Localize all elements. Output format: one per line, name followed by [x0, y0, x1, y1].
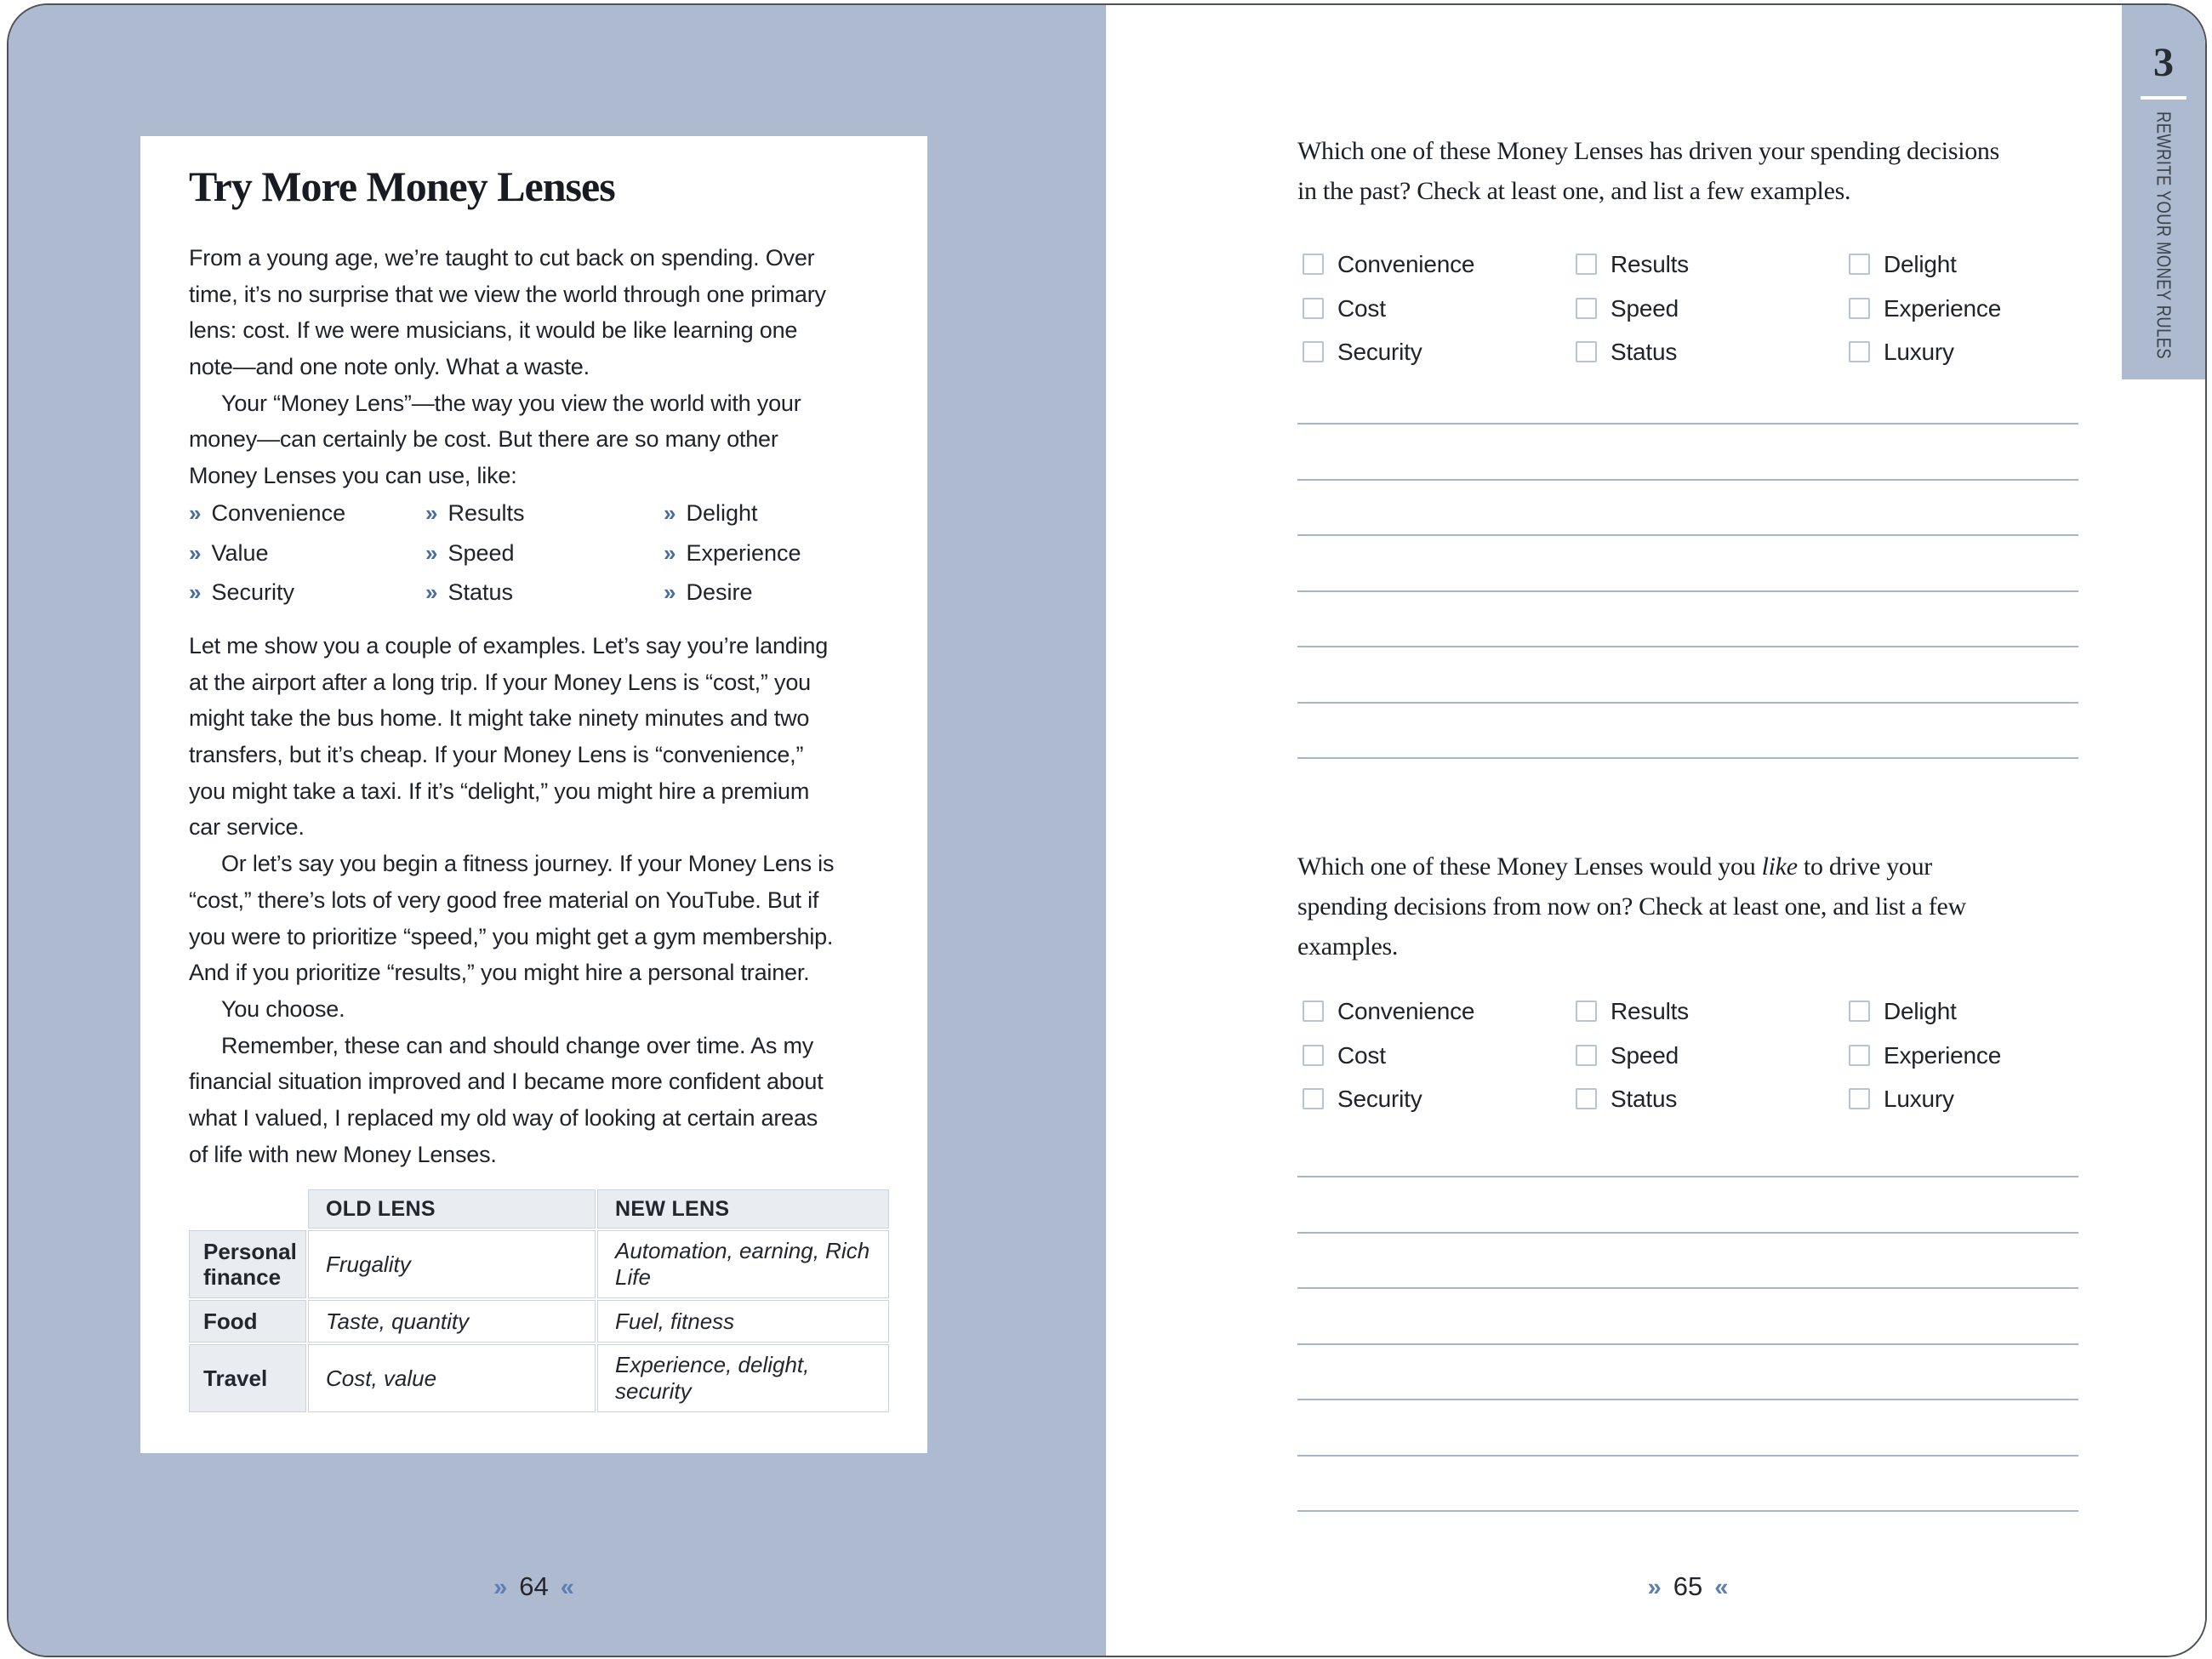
bullet-label: Status: [448, 579, 514, 605]
book-spread: [7, 3, 2207, 1657]
checkbox-label: Cost: [1337, 294, 1386, 322]
chevron-bullet-icon: »: [664, 500, 676, 526]
checkbox-item: [1576, 1086, 1849, 1130]
page-number: 65: [1673, 1571, 1703, 1601]
chevron-right-icon: »: [1647, 1574, 1662, 1601]
body-line: And if you prioritize “results,” you might hire a personal trainer.: [189, 960, 810, 986]
body-line: car service.: [189, 814, 305, 841]
checkbox-item: [1576, 251, 1849, 295]
writing-line[interactable]: [1297, 1176, 2078, 1232]
body-line: might take the bus home. It might take ninety minutes and two: [189, 705, 810, 732]
bullet-item: [189, 540, 425, 580]
checkbox-label: Results: [1611, 251, 1689, 277]
checkbox-item: [1303, 998, 1576, 1042]
chevron-left-icon: «: [1714, 1574, 1729, 1601]
money-lens-list: [189, 500, 927, 619]
bullet-label: Value: [211, 539, 269, 566]
table-row-label: Personal finance: [189, 1230, 306, 1298]
checkbox-item: [1303, 295, 1576, 339]
chapter-title-vertical: REWRITE YOUR MONEY RULES: [2152, 111, 2175, 360]
checkbox-item: [1849, 251, 2078, 295]
checkbox[interactable]: [1303, 1088, 1324, 1109]
chevron-bullet-icon: »: [664, 539, 676, 566]
checkbox-label: Results: [1611, 998, 1689, 1024]
body-line: Remember, these can and should change over time. As my: [221, 1032, 814, 1058]
checkbox[interactable]: [1849, 1088, 1870, 1109]
body-line: what I valued, I replaced my old way of looking at certain areas: [189, 1104, 818, 1131]
chevron-bullet-icon: »: [189, 539, 202, 566]
checkbox-label: Status: [1611, 339, 1678, 365]
page-number-right: [1297, 1571, 2078, 1602]
body-line: Money Lenses you can use, like:: [189, 463, 517, 489]
body-line: From a young age, we’re taught to cut back on spending. Over: [189, 245, 815, 271]
checkbox[interactable]: [1849, 254, 1870, 275]
bullet-item: [189, 579, 425, 619]
question-line: in the past? Check at least one, and list a few examples.: [1297, 177, 1851, 205]
content-card: [140, 136, 927, 1453]
table-cell-old: Cost, value: [308, 1344, 596, 1412]
checkbox[interactable]: [1849, 1001, 1870, 1022]
page-title: Try More Money Lenses: [189, 162, 615, 210]
checkbox-item: [1303, 1042, 1576, 1086]
chapter-tab: [2122, 5, 2205, 379]
body-line: Let me show you a couple of examples. Let’s say you’re landing: [189, 633, 829, 658]
checkbox[interactable]: [1303, 1001, 1324, 1022]
checkbox-item: [1576, 339, 1849, 383]
checkbox[interactable]: [1849, 341, 1870, 362]
checkbox[interactable]: [1576, 1088, 1597, 1109]
bullet-item: [425, 579, 664, 619]
body-line: transfers, but it’s cheap. If your Money Lens is “convenience,”: [189, 742, 804, 768]
body-line: at the airport after a long trip. If your Money Lens is “cost,” you: [189, 669, 811, 695]
checkbox[interactable]: [1303, 254, 1324, 275]
table-cell-new: Experience, delight, security: [597, 1344, 889, 1412]
checkbox-label: Luxury: [1884, 339, 1954, 365]
body-line: Or let’s say you begin a fitness journey. If your Money Lens is: [221, 851, 835, 877]
writing-line[interactable]: [1297, 1399, 2078, 1455]
bullet-item: [664, 540, 927, 580]
checkbox-label: Delight: [1884, 998, 1957, 1024]
chevron-bullet-icon: »: [664, 579, 676, 605]
writing-line[interactable]: [1297, 1455, 2078, 1511]
checkbox-item: [1849, 1042, 2078, 1086]
body-line: Your “Money Lens”—the way you view the world with your: [221, 390, 801, 416]
chapter-number: 3: [2153, 40, 2174, 85]
checkbox[interactable]: [1303, 1045, 1324, 1066]
body-line: you were to prioritize “speed,” you might get a gym membership.: [189, 923, 834, 949]
checkbox-item: [1576, 1042, 1849, 1086]
old-new-lens-table: [189, 1189, 889, 1412]
bullet-label: Delight: [686, 500, 758, 526]
bullet-label: Security: [211, 579, 295, 605]
checkbox-item: [1303, 339, 1576, 383]
checkbox-item: [1849, 998, 2078, 1042]
chevron-right-icon: »: [493, 1574, 508, 1601]
bullet-item: [425, 500, 664, 540]
example-paragraphs: [189, 628, 938, 1172]
checkbox-group-future: [1303, 998, 2078, 1130]
question-line: Which one of these Money Lenses would you like to drive your: [1297, 852, 1932, 881]
question-past-lenses: [1297, 131, 2097, 211]
body-line: “cost,” there’s lots of very good free material on YouTube. But if: [189, 887, 819, 913]
checkbox-label: Experience: [1884, 1041, 2002, 1069]
body-line: You choose.: [221, 995, 345, 1022]
body-line: money—can certainly be cost. But there are so many other: [189, 426, 778, 453]
chevron-bullet-icon: »: [189, 579, 202, 605]
tab-divider: [2141, 96, 2186, 100]
checkbox[interactable]: [1849, 298, 1870, 319]
body-line: note—and one note only. What a waste.: [189, 354, 590, 380]
emphasis-like: like: [1761, 852, 1798, 881]
bullet-label: Desire: [686, 579, 753, 605]
table-header-new-lens: NEW LENS: [597, 1189, 889, 1229]
checkbox-label: Delight: [1884, 251, 1957, 277]
page-number: 64: [519, 1571, 549, 1601]
checkbox-label: Luxury: [1884, 1086, 1954, 1112]
checkbox-item: [1303, 1086, 1576, 1130]
body-line: you might take a taxi. If it’s “delight,” you might hire a premium: [189, 778, 810, 804]
table-row-label: Travel: [189, 1344, 306, 1412]
checkbox-item: [1576, 998, 1849, 1042]
question-line: examples.: [1297, 932, 1399, 961]
body-line: financial situation improved and I became more confident about: [189, 1069, 824, 1095]
writing-line[interactable]: [1297, 590, 2078, 647]
bullet-label: Speed: [448, 539, 515, 566]
table-header-old-lens: OLD LENS: [308, 1189, 596, 1229]
checkbox-label: Security: [1337, 1086, 1422, 1112]
table-corner-cell: [189, 1189, 306, 1229]
checkbox-label: Cost: [1337, 1041, 1386, 1069]
checkbox[interactable]: [1576, 341, 1597, 362]
checkbox[interactable]: [1303, 298, 1324, 319]
bullet-label: Convenience: [211, 500, 346, 526]
checkbox-label: Speed: [1611, 1041, 1679, 1069]
checkbox[interactable]: [1576, 1001, 1597, 1022]
writing-line[interactable]: [1297, 479, 2078, 535]
checkbox-item: [1849, 339, 2078, 383]
checkbox[interactable]: [1576, 254, 1597, 275]
checkbox[interactable]: [1303, 341, 1324, 362]
left-page: [9, 5, 1106, 1656]
table-cell-new: Automation, earning, Rich Life: [597, 1230, 889, 1298]
checkbox-label: Convenience: [1337, 998, 1475, 1024]
checkbox-label: Security: [1337, 339, 1422, 365]
checkbox[interactable]: [1576, 1045, 1597, 1066]
writing-line[interactable]: [1297, 1232, 2078, 1288]
chevron-bullet-icon: »: [425, 579, 438, 605]
bullet-item: [664, 579, 927, 619]
bullet-item: [664, 500, 927, 540]
chevron-bullet-icon: »: [189, 500, 202, 526]
bullet-label: Experience: [686, 539, 801, 566]
writing-line[interactable]: [1297, 1510, 2078, 1566]
table-cell-new: Fuel, fitness: [597, 1300, 889, 1343]
bullet-item: [425, 540, 664, 580]
checkbox[interactable]: [1849, 1045, 1870, 1066]
writing-line[interactable]: [1297, 423, 2078, 479]
intro-paragraphs: [189, 240, 938, 494]
writing-line[interactable]: [1297, 702, 2078, 758]
body-line: lens: cost. If we were musicians, it would be like learning one: [189, 317, 798, 344]
checkbox-label: Status: [1611, 1086, 1678, 1112]
checkbox-item: [1849, 295, 2078, 339]
table-cell-old: Taste, quantity: [308, 1300, 596, 1343]
writing-line[interactable]: [1297, 534, 2078, 590]
checkbox-label: Experience: [1884, 294, 2002, 322]
checkbox-group-past: [1303, 251, 2078, 383]
body-line: time, it’s no surprise that we view the world through one primary: [189, 281, 826, 307]
checkbox-label: Convenience: [1337, 251, 1475, 277]
page-number-left: [140, 1571, 927, 1602]
checkbox-item: [1849, 1086, 2078, 1130]
writing-lines-future: [1297, 1176, 2078, 1566]
question-line: Which one of these Money Lenses has driven your spending decisions: [1297, 137, 2000, 165]
chevron-bullet-icon: »: [425, 500, 438, 526]
checkbox-item: [1576, 295, 1849, 339]
chevron-bullet-icon: »: [425, 539, 438, 566]
body-line: of life with new Money Lenses.: [189, 1141, 497, 1167]
writing-line[interactable]: [1297, 1287, 2078, 1343]
question-future-lenses: [1297, 847, 2097, 966]
bullet-item: [189, 500, 425, 540]
writing-lines-past: [1297, 423, 2078, 813]
writing-line[interactable]: [1297, 1343, 2078, 1400]
checkbox-label: Speed: [1611, 294, 1679, 322]
writing-line[interactable]: [1297, 757, 2078, 813]
checkbox[interactable]: [1576, 298, 1597, 319]
bullet-label: Results: [448, 500, 525, 526]
chevron-left-icon: «: [560, 1574, 574, 1601]
checkbox-item: [1303, 251, 1576, 295]
writing-line[interactable]: [1297, 646, 2078, 702]
table-cell-old: Frugality: [308, 1230, 596, 1298]
question-line: spending decisions from now on? Check at least one, and list a few: [1297, 892, 1966, 921]
table-row-label: Food: [189, 1300, 306, 1343]
